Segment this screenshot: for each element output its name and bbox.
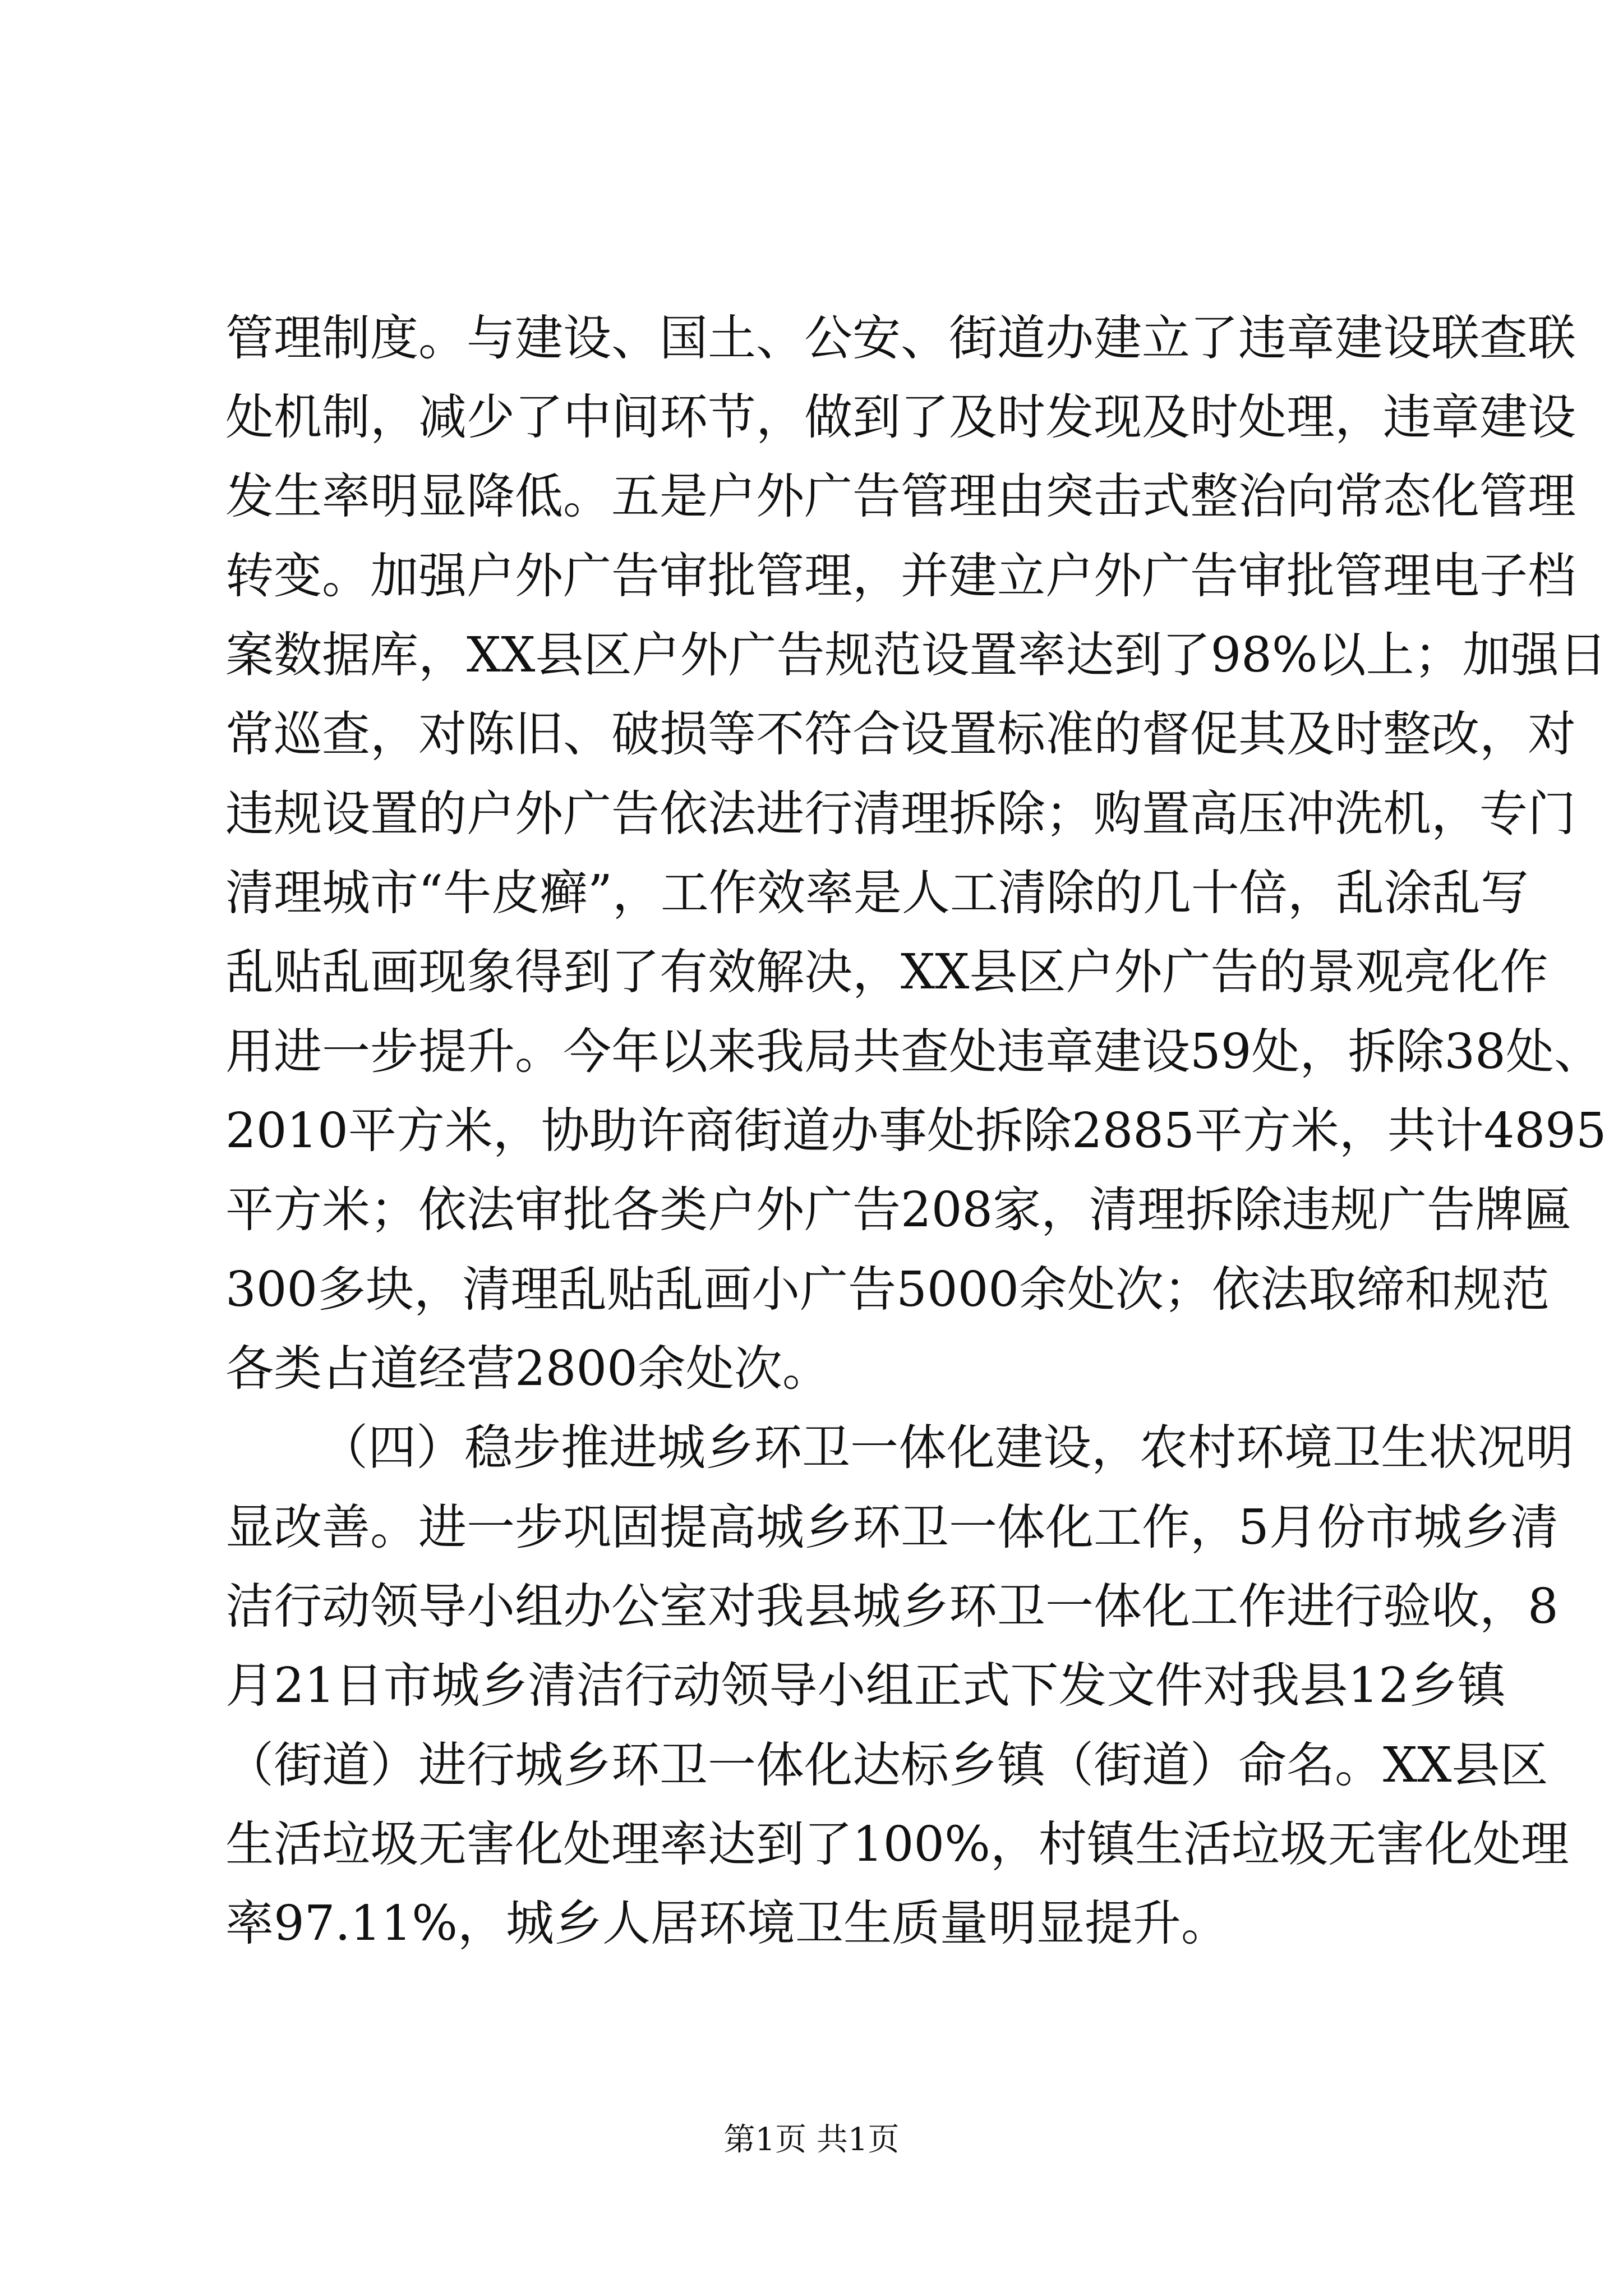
text-line: 违规设置的户外广告依法进行清理拆除；购置高压冲洗机，专门 [225,786,1576,842]
text-line: （街道）进行城乡环卫一体化达标乡镇（街道）命名。XX县区 [225,1737,1548,1793]
text-line: 生活垃圾无害化处理率达到了100%，村镇生活垃圾无害化处理 [225,1816,1569,1872]
text-line: 管理制度。与建设、国土、公安、街道办建立了违章建设联查联 [225,310,1576,366]
text-line: 转变。加强户外广告审批管理，并建立户外广告审批管理电子档 [225,548,1576,604]
text-line: 清理城市“牛皮癣”，工作效率是人工清除的几十倍，乱涂乱写 [225,865,1529,921]
text-line: 300多块，清理乱贴乱画小广告5000余处次；依法取缔和规范 [225,1262,1550,1318]
text-line: 月21日市城乡清洁行动领导小组正式下发文件对我县12乡镇 [225,1658,1506,1714]
text-line: 洁行动领导小组办公室对我县城乡环卫一体化工作进行验收，8 [225,1579,1559,1635]
text-line: 乱贴乱画现象得到了有效解决，XX县区户外广告的景观亮化作 [225,944,1548,1000]
text-line: 发生率明显降低。五是户外广告管理由突击式整治向常态化管理 [225,468,1576,524]
text-line: 各类占道经营2800余处次。 [225,1341,831,1397]
text-line: 平方米；依法审批各类户外广告208家，清理拆除违规广告牌匾 [225,1182,1572,1238]
text-line: 率97.11%，城乡人居环境卫生质量明显提升。 [225,1895,1229,1952]
text-line: 显改善。进一步巩固提高城乡环卫一体化工作，5月份市城乡清 [225,1499,1559,1556]
text-line: 用进一步提升。今年以来我局共查处违章建设59处，拆除38处、 [225,1024,1602,1080]
text-line: 案数据库，XX县区户外广告规范设置率达到了98%以上；加强日 [225,627,1607,683]
text-line: 2010平方米，协助许商街道办事处拆除2885平方米，共计4895 [225,1103,1607,1159]
section-heading-line: （四）稳步推进城乡环卫一体化建设，农村环境卫生状况明 [320,1420,1574,1476]
text-line: 处机制，减少了中间环节，做到了及时发现及时处理，违章建设 [225,389,1576,445]
page-footer: 第1页 共1页 [723,2122,900,2158]
text-line: 常巡查，对陈旧、破损等不符合设置标准的督促其及时整改，对 [225,706,1576,762]
